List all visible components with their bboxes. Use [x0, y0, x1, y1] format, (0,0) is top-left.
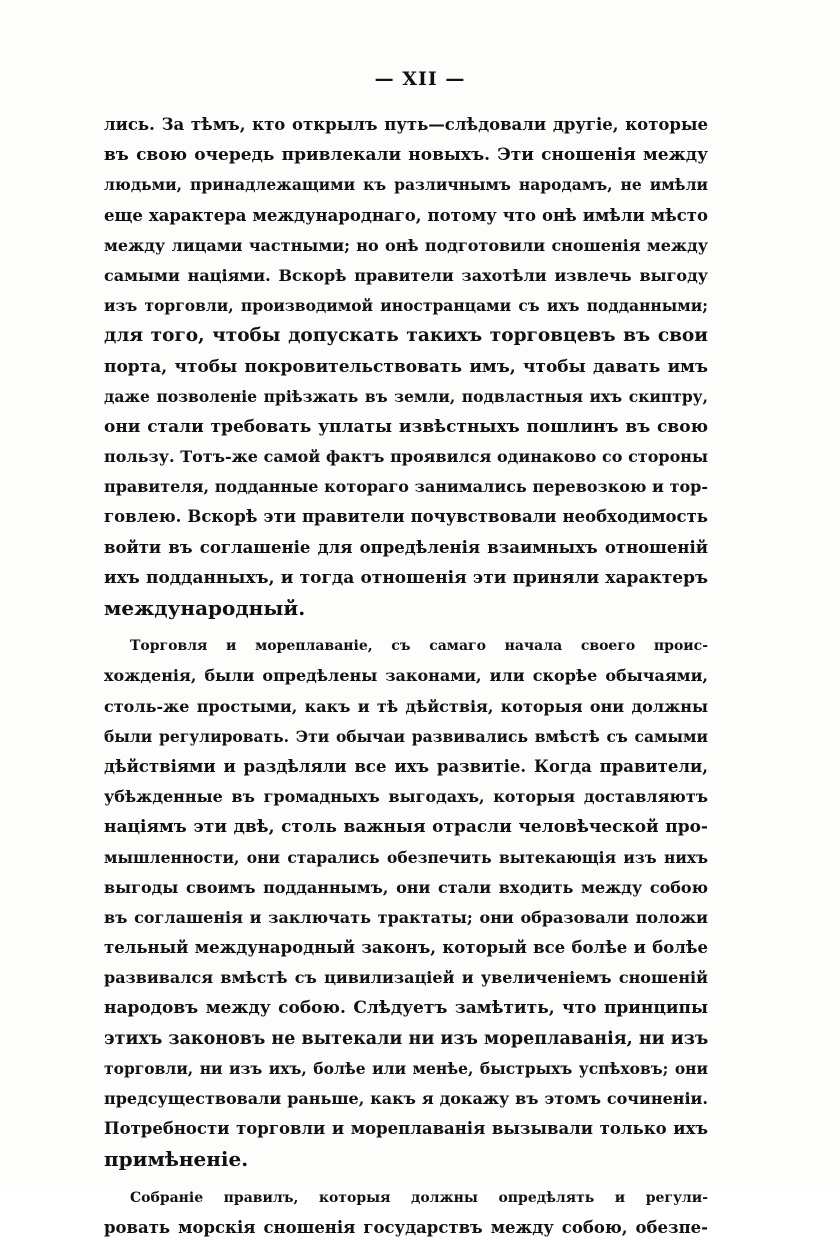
paragraph-3 [104, 1183, 708, 1243]
text-line: правителя, подданные котораго занимались перевозкою и тор- [104, 477, 708, 497]
page-number: — XII — [374, 68, 466, 90]
text-line: говлею. Вскорѣ эти правители почувствовали необходимость [104, 507, 708, 527]
text-line: въ свою очередь привлекали новыхъ. Эти сношенія между [104, 145, 708, 166]
text-line: ровать морскія сношенія государствъ между собою, обезпе- [104, 1217, 708, 1237]
paragraph-2 [104, 631, 708, 1174]
text-line: дѣйствіями и раздѣляли все ихъ развитіе. Когда правители, [104, 756, 708, 776]
text-line: изъ торговли, производимой иностранцами съ ихъ подданными; [104, 296, 708, 316]
text-line: Потребности торговли и мореплаванія вызывали только ихъ [104, 1119, 708, 1139]
text-line: Собраніе правилъ, которыя должны опредѣлять и регули- [130, 1189, 708, 1206]
text-line: между лицами частными; но онѣ подготовили сношенія между [104, 235, 708, 255]
text-line: были регулировать. Эти обычаи развивались вмѣстѣ съ самыми [104, 726, 708, 746]
text-line: еще характера международнаго, потому что онѣ имѣли мѣсто [104, 205, 708, 225]
text-line: націямъ эти двѣ, столь важныя отрасли человѣческой про- [104, 817, 708, 838]
text-line: самыми націями. Вскорѣ правители захотѣли извлечь выгоду [104, 265, 708, 285]
text-line: въ соглашенія и заключать трактаты; они образовали положи [104, 907, 708, 927]
text-line: развивался вмѣстѣ съ цивилизаціей и увеличеніемъ сношеній [104, 968, 708, 988]
text-line: для того, чтобы допускать такихъ торговцевъ въ свои [104, 325, 708, 347]
paragraph-1 [104, 110, 708, 623]
text-line: даже позволеніе пріѣзжать въ земли, подвластныя ихъ скиптру, [104, 386, 708, 406]
text-line: они стали требовать уплаты извѣстныхъ пошлинъ въ свою [104, 416, 708, 437]
text-line: выгоды своимъ подданнымъ, они стали входить между собою [104, 877, 708, 897]
text-line: столь-же простыми, какъ и тѣ дѣйствія, которыя они должны [104, 696, 708, 716]
text-line: мышленности, они старались обезпечить вытекающія изъ нихъ [104, 847, 708, 867]
body-text [104, 110, 708, 1243]
text-line: торговли, ни изъ ихъ, болѣе или менѣе, быстрыхъ успѣховъ; они [104, 1058, 708, 1078]
text-line: пользу. Тотъ-же самой фактъ проявился одинаково со стороны [104, 447, 708, 467]
text-line: войти въ соглашеніе для опредѣленія взаимныхъ отношеній [104, 537, 708, 557]
text-line: хожденія, были опредѣлены законами, или скорѣе обычаями, [104, 666, 708, 686]
text-line: порта, чтобы покровительствовать имъ, чтобы давать имъ [104, 356, 708, 377]
text-line: Торговля и мореплаваніе, съ самаго начала своего проис- [130, 638, 708, 655]
paragraph-gap [104, 1175, 708, 1183]
text-line: ихъ подданныхъ, и тогда отношенія эти приняли характеръ [104, 567, 708, 588]
text-line: тельный международный законъ, который все болѣе и болѣе [104, 938, 708, 958]
text-line: людьми, принадлежащими къ различнымъ народамъ, не имѣли [104, 175, 708, 195]
paragraph-gap [104, 623, 708, 631]
text-line: этихъ законовъ не вытекали ни изъ мореплаванія, ни изъ [104, 1028, 709, 1049]
text-line: народовъ между собою. Слѣдуетъ замѣтить, что принципы [104, 998, 708, 1019]
text-line: международный. [104, 596, 306, 620]
text-line: убѣжденные въ громадныхъ выгодахъ, которыя доставляютъ [104, 787, 708, 807]
text-line: лись. За тѣмъ, кто открылъ путь—слѣдовали другіе, которые [104, 115, 708, 134]
text-line: примѣненіе. [104, 1147, 249, 1172]
text-line: предсуществовали раньше, какъ я докажу въ этомъ сочиненіи. [104, 1089, 708, 1108]
